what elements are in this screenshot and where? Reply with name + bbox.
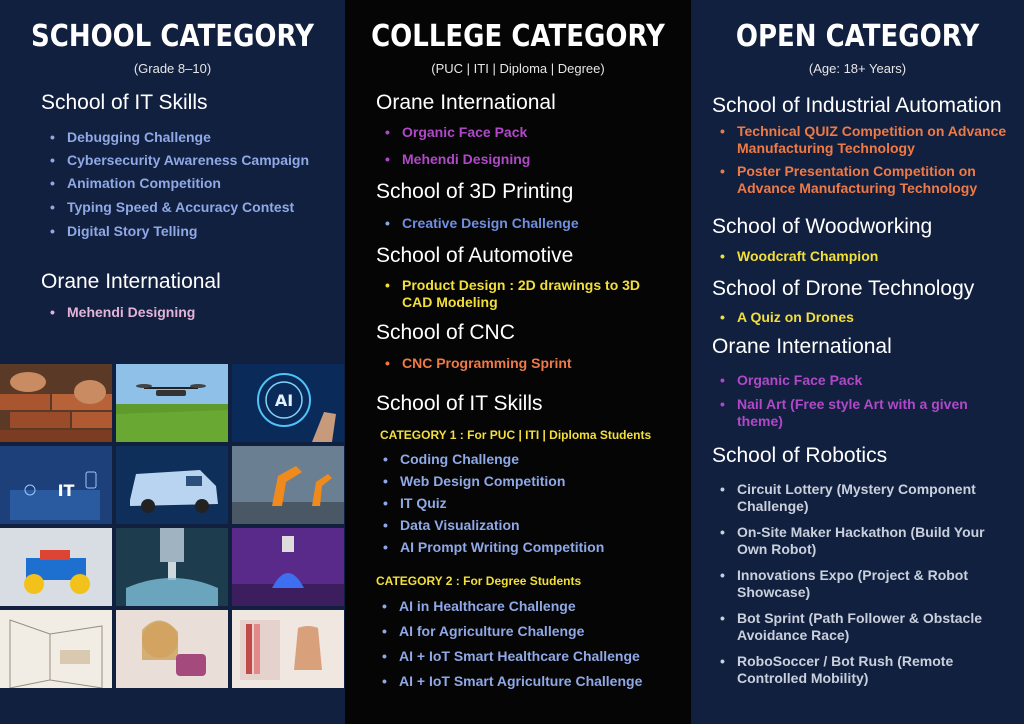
list-item: • Product Design : 2D drawings to 3D CAD Modeling	[377, 277, 667, 311]
list-item: • Poster Presentation Competition on Advance Manufacturing Technology	[712, 163, 1012, 197]
open-industrial-heading: School of Industrial Automation	[712, 94, 1002, 117]
college-cnc-list	[377, 355, 572, 372]
school-orane-list	[42, 304, 195, 321]
3d-printer-photo	[232, 528, 344, 606]
list-item: • Coding Challenge	[375, 451, 604, 468]
open-woodworking-heading: School of Woodworking	[712, 215, 933, 238]
college-orane-heading: Orane International	[376, 91, 556, 114]
college-automotive-heading: School of Automotive	[376, 244, 574, 267]
school-category-column	[0, 0, 345, 724]
school-orane-heading: Orane International	[41, 270, 221, 293]
school-it-skills-heading: School of IT Skills	[41, 91, 208, 114]
college-3d-printing-heading: School of 3D Printing	[376, 180, 574, 203]
open-industrial-list	[712, 123, 1012, 197]
college-automotive-list	[377, 277, 667, 311]
electric-van-photo	[116, 446, 228, 524]
open-woodworking-list	[712, 248, 878, 265]
college-category-subtitle: (PUC | ITI | Diploma | Degree)	[431, 61, 605, 76]
college-category-column	[345, 0, 691, 724]
list-item: • Nail Art (Free style Art with a given theme)	[712, 396, 992, 430]
school-it-skills-list	[42, 129, 309, 240]
college-category2-note: CATEGORY 2 : For Degree Students	[376, 574, 582, 588]
list-item: • Woodcraft Champion	[712, 248, 878, 265]
svg-text:IT: IT	[57, 481, 75, 500]
list-item: • AI for Agriculture Challenge	[374, 623, 642, 640]
makeup-artist-photo	[116, 610, 228, 688]
school-category-title: SCHOOL CATEGORY	[31, 19, 314, 55]
robot-car-kit-photo	[0, 528, 112, 606]
school-category-subtitle: (Grade 8–10)	[133, 61, 212, 76]
it-laptop-photo	[0, 446, 112, 524]
svg-text:AI: AI	[274, 391, 294, 410]
list-item: • Web Design Competition	[375, 473, 604, 490]
list-item: • Mehendi Designing	[42, 304, 195, 321]
drone-field-photo	[116, 364, 228, 442]
open-robotics-list	[712, 481, 1012, 687]
list-item: • Circuit Lottery (Mystery Component Challenge)	[712, 481, 1012, 515]
open-robotics-heading: School of Robotics	[712, 444, 888, 467]
college-orane-list	[377, 124, 530, 168]
list-item: • AI + IoT Smart Healthcare Challenge	[374, 648, 642, 665]
open-orane-heading: Orane International	[712, 335, 892, 358]
list-item: • AI Prompt Writing Competition	[375, 539, 604, 556]
list-item: • Creative Design Challenge	[377, 215, 579, 232]
list-item: • AI in Healthcare Challenge	[374, 598, 642, 615]
list-item: • IT Quiz	[375, 495, 604, 512]
college-category1-list	[375, 451, 604, 556]
list-item: • Cybersecurity Awareness Campaign	[42, 152, 309, 169]
photo-collage	[0, 364, 345, 724]
list-item: • Typing Speed & Accuracy Contest	[42, 199, 309, 216]
list-item: • CNC Programming Sprint	[377, 355, 572, 372]
interior-sketch-photo	[0, 610, 112, 688]
open-category-subtitle: (Age: 18+ Years)	[808, 61, 907, 76]
list-item: • Animation Competition	[42, 175, 309, 192]
list-item: • On-Site Maker Hackathon (Build Your Own Robot)	[712, 524, 1012, 558]
list-item: • Technical QUIZ Competition on Advance Manufacturing Technology	[712, 123, 1012, 157]
brick-masonry-photo	[0, 364, 112, 442]
list-item: • Organic Face Pack	[712, 372, 992, 389]
list-item: • Debugging Challenge	[42, 129, 309, 146]
list-item: • Mehendi Designing	[377, 151, 530, 168]
college-category1-note: CATEGORY 1 : For PUC | ITI | Diploma Students	[380, 428, 652, 442]
college-cnc-heading: School of CNC	[376, 321, 515, 344]
college-category2-list	[374, 598, 642, 690]
list-item: • Digital Story Telling	[42, 223, 309, 240]
college-3d-printing-list	[377, 215, 579, 232]
list-item: • Organic Face Pack	[377, 124, 530, 141]
ai-hand-photo	[232, 364, 344, 442]
robot-arm-photo	[232, 446, 344, 524]
list-item: • Bot Sprint (Path Follower & Obstacle Avoidance Race)	[712, 610, 1012, 644]
college-category-title: COLLEGE CATEGORY	[371, 19, 665, 55]
open-drone-heading: School of Drone Technology	[712, 277, 975, 300]
list-item: • Innovations Expo (Project & Robot Showcase)	[712, 567, 1012, 601]
cnc-milling-photo	[116, 528, 228, 606]
list-item: • A Quiz on Drones	[712, 309, 854, 326]
open-category-column	[691, 0, 1024, 724]
list-item: • RoboSoccer / Bot Rush (Remote Controlled Mobility)	[712, 653, 1012, 687]
open-orane-list	[712, 372, 992, 430]
fashion-studio-photo	[232, 610, 344, 688]
open-drone-list	[712, 309, 854, 326]
open-category-title: OPEN CATEGORY	[735, 19, 980, 55]
list-item: • Data Visualization	[375, 517, 604, 534]
college-it-skills-heading: School of IT Skills	[376, 392, 543, 415]
list-item: • AI + IoT Smart Agriculture Challenge	[374, 673, 642, 690]
